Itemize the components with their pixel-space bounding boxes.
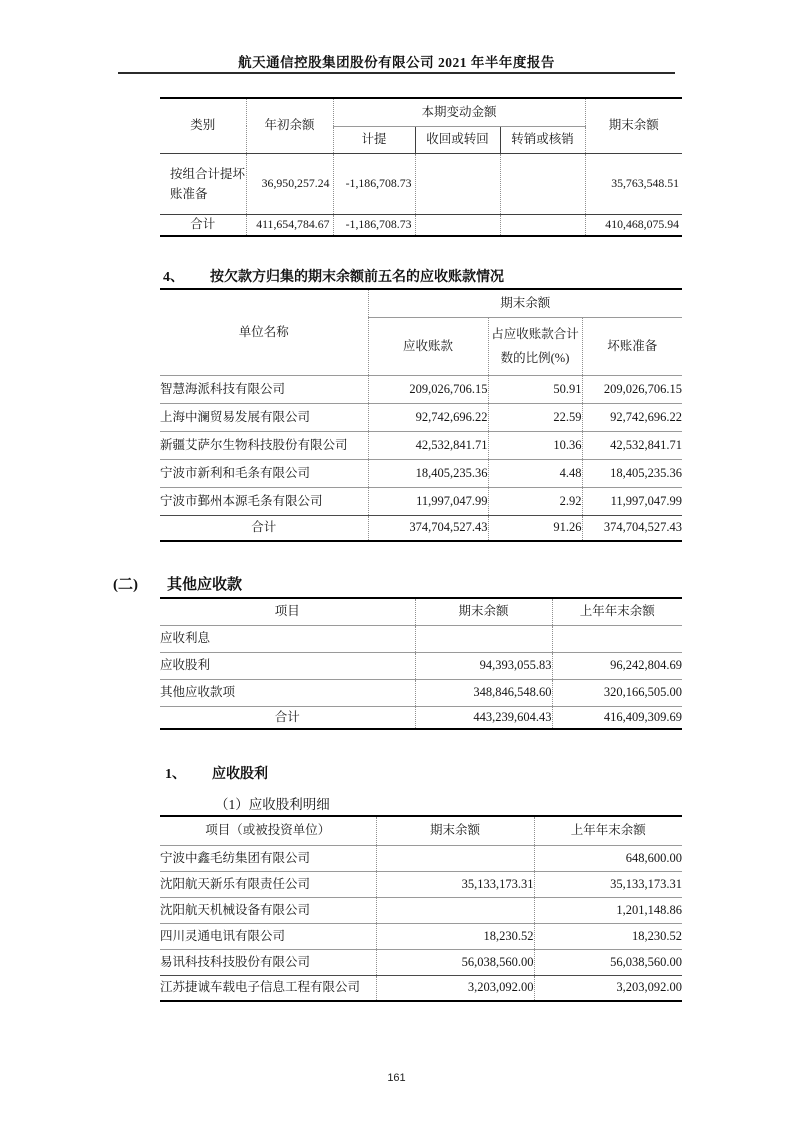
table-row <box>160 431 682 459</box>
recovered-cell <box>415 153 500 214</box>
bad-debt-cell: 42,532,841.71 <box>582 431 682 459</box>
company-header-cell: 单位名称 <box>238 324 289 339</box>
bad-debt-cell: 209,026,706.15 <box>582 375 682 403</box>
ratio-cell: 10.36 <box>488 431 582 459</box>
ending-balance-cell: 443,239,604.43 <box>415 706 552 729</box>
item-cell: 易讯科技科技股份有限公司 <box>160 949 376 975</box>
table-row <box>160 652 682 679</box>
item-header-cell: 项目 <box>274 604 300 619</box>
ending-balance-cell: 35,133,173.31 <box>376 871 534 897</box>
total-row <box>160 214 682 236</box>
item-cell: 其他应收款项 <box>160 679 415 706</box>
beginning-balance-header-cell: 年初余额 <box>246 98 333 153</box>
ending-balance-cell: 94,393,055.83 <box>415 652 552 679</box>
ending-balance-cell: 348,846,548.60 <box>415 679 552 706</box>
beginning-balance-cell: 36,950,257.24 <box>246 153 333 214</box>
prior-year-cell: 56,038,560.00 <box>534 949 682 975</box>
top5-receivables-table <box>160 288 682 542</box>
section-dividends-heading <box>165 763 268 783</box>
written-off-cell <box>500 153 585 214</box>
header-row <box>160 98 682 126</box>
bad-debt-cell: 11,997,047.99 <box>582 487 682 515</box>
section-dividends-number: 1、 <box>165 767 186 782</box>
ending-balance-header-cell: 期末余额 <box>415 598 552 625</box>
item-header-cell: 项目（或被投资单位） <box>205 823 331 838</box>
bad-debt-cell: 18,405,235.36 <box>582 459 682 487</box>
section-4-heading <box>163 266 504 286</box>
bad-debt-provision-table <box>160 97 682 237</box>
page-header-title: 航天通信控股集团股份有限公司 2021 年半年度报告 <box>238 55 555 70</box>
bad-debt-cell: 92,742,696.22 <box>582 403 682 431</box>
company-cell: 宁波市鄞州本源毛条有限公司 <box>160 487 368 515</box>
ending-balance-cell: 18,230.52 <box>376 923 534 949</box>
item-cell: 应收利息 <box>160 625 415 652</box>
ending-balance-cell: 35,763,548.51 <box>585 153 682 214</box>
receivable-cell: 42,532,841.71 <box>368 431 488 459</box>
prior-year-cell: 35,133,173.31 <box>534 871 682 897</box>
table-row <box>160 625 682 652</box>
section-4-title: 按欠款方归集的期末余额前五名的应收账款情况 <box>210 270 504 285</box>
table-row <box>160 375 682 403</box>
ratio-cell: 4.48 <box>488 459 582 487</box>
total-row <box>160 515 682 541</box>
prior-year-cell: 96,242,804.69 <box>552 652 682 679</box>
section-other-receivables-number: (二) <box>113 577 138 593</box>
table-row <box>160 459 682 487</box>
prior-year-header-cell: 上年年末余额 <box>534 816 682 845</box>
item-cell: 江苏捷诚车载电子信息工程有限公司 <box>160 975 376 1001</box>
prior-year-cell: 416,409,309.69 <box>552 706 682 729</box>
bad-debt-cell: 374,704,527.43 <box>582 515 682 541</box>
ending-balance-cell: 3,203,092.00 <box>376 975 534 1001</box>
accrual-cell: -1,186,708.73 <box>333 153 415 214</box>
table-row <box>160 403 682 431</box>
bad-debt-header-cell: 坏账准备 <box>582 317 682 375</box>
dividends-receivable-table <box>160 815 682 1002</box>
ending-balance-cell <box>376 897 534 923</box>
receivable-cell: 92,742,696.22 <box>368 403 488 431</box>
item-cell: 沈阳航天新乐有限责任公司 <box>160 871 376 897</box>
table-row <box>160 679 682 706</box>
dividends-detail-subtitle: （1）应收股利明细 <box>215 797 330 812</box>
receivable-cell: 11,997,047.99 <box>368 487 488 515</box>
header-row <box>160 289 682 317</box>
item-cell: 应收股利 <box>160 652 415 679</box>
total-row <box>160 706 682 729</box>
section-4-number: 4、 <box>163 270 184 285</box>
table-row <box>160 897 682 923</box>
accrual-cell: -1,186,708.73 <box>333 214 415 236</box>
company-cell: 上海中澜贸易发展有限公司 <box>160 403 368 431</box>
category-cell: 按组合计提坏账准备 <box>160 153 246 214</box>
section-other-receivables-heading <box>113 573 242 594</box>
ratio-cell: 50.91 <box>488 375 582 403</box>
table-row <box>160 975 682 1001</box>
ending-balance-cell <box>415 625 552 652</box>
ratio-cell: 2.92 <box>488 487 582 515</box>
prior-year-cell: 3,203,092.00 <box>534 975 682 1001</box>
ending-balance-cell: 56,038,560.00 <box>376 949 534 975</box>
recovered-header-cell: 收回或转回 <box>415 126 500 153</box>
item-cell: 合计 <box>160 706 415 729</box>
ratio-cell: 91.26 <box>488 515 582 541</box>
recovered-cell <box>415 214 500 236</box>
receivable-cell: 374,704,527.43 <box>368 515 488 541</box>
beginning-balance-cell: 411,654,784.67 <box>246 214 333 236</box>
ratio-header-cell: 占应收账款合计数的比例(%) <box>488 317 582 375</box>
ending-balance-cell: 410,468,075.94 <box>585 214 682 236</box>
company-cell: 合计 <box>160 515 368 541</box>
prior-year-header-cell: 上年年末余额 <box>552 598 682 625</box>
company-cell: 智慧海派科技有限公司 <box>160 375 368 403</box>
prior-year-cell: 1,201,148.86 <box>534 897 682 923</box>
current-change-group-header-cell: 本期变动金额 <box>333 98 585 126</box>
item-cell: 四川灵通电讯有限公司 <box>160 923 376 949</box>
written-off-cell <box>500 214 585 236</box>
written-off-header-cell: 转销或核销 <box>500 126 585 153</box>
page-header-rule <box>118 72 675 74</box>
table-row <box>160 949 682 975</box>
ending-balance-header-cell: 期末余额 <box>585 98 682 153</box>
receivable-cell: 18,405,235.36 <box>368 459 488 487</box>
prior-year-cell: 320,166,505.00 <box>552 679 682 706</box>
table-row <box>160 923 682 949</box>
table-row <box>160 871 682 897</box>
receivable-cell: 209,026,706.15 <box>368 375 488 403</box>
item-cell: 宁波中鑫毛纺集团有限公司 <box>160 845 376 871</box>
other-receivables-table <box>160 597 682 730</box>
header-row <box>160 816 682 845</box>
ending-balance-header-cell: 期末余额 <box>376 816 534 845</box>
prior-year-cell: 648,600.00 <box>534 845 682 871</box>
ending-balance-cell <box>376 845 534 871</box>
header-row <box>160 598 682 625</box>
ratio-cell: 22.59 <box>488 403 582 431</box>
accrual-header-cell: 计提 <box>333 126 415 153</box>
table-row <box>160 845 682 871</box>
table-row <box>160 153 682 214</box>
ending-balance-group-header-cell: 期末余额 <box>368 289 682 317</box>
receivable-header-cell: 应收账款 <box>368 317 488 375</box>
prior-year-cell: 18,230.52 <box>534 923 682 949</box>
prior-year-cell <box>552 625 682 652</box>
page-number: 161 <box>387 1072 406 1084</box>
category-header-cell: 类别 <box>190 118 216 133</box>
section-dividends-title: 应收股利 <box>212 767 268 782</box>
table-row <box>160 487 682 515</box>
company-cell: 新疆艾萨尔生物科技股份有限公司 <box>160 431 368 459</box>
item-cell: 沈阳航天机械设备有限公司 <box>160 897 376 923</box>
section-other-receivables-title: 其他应收款 <box>167 577 243 593</box>
category-cell: 合计 <box>160 214 246 236</box>
company-cell: 宁波市新利和毛条有限公司 <box>160 459 368 487</box>
